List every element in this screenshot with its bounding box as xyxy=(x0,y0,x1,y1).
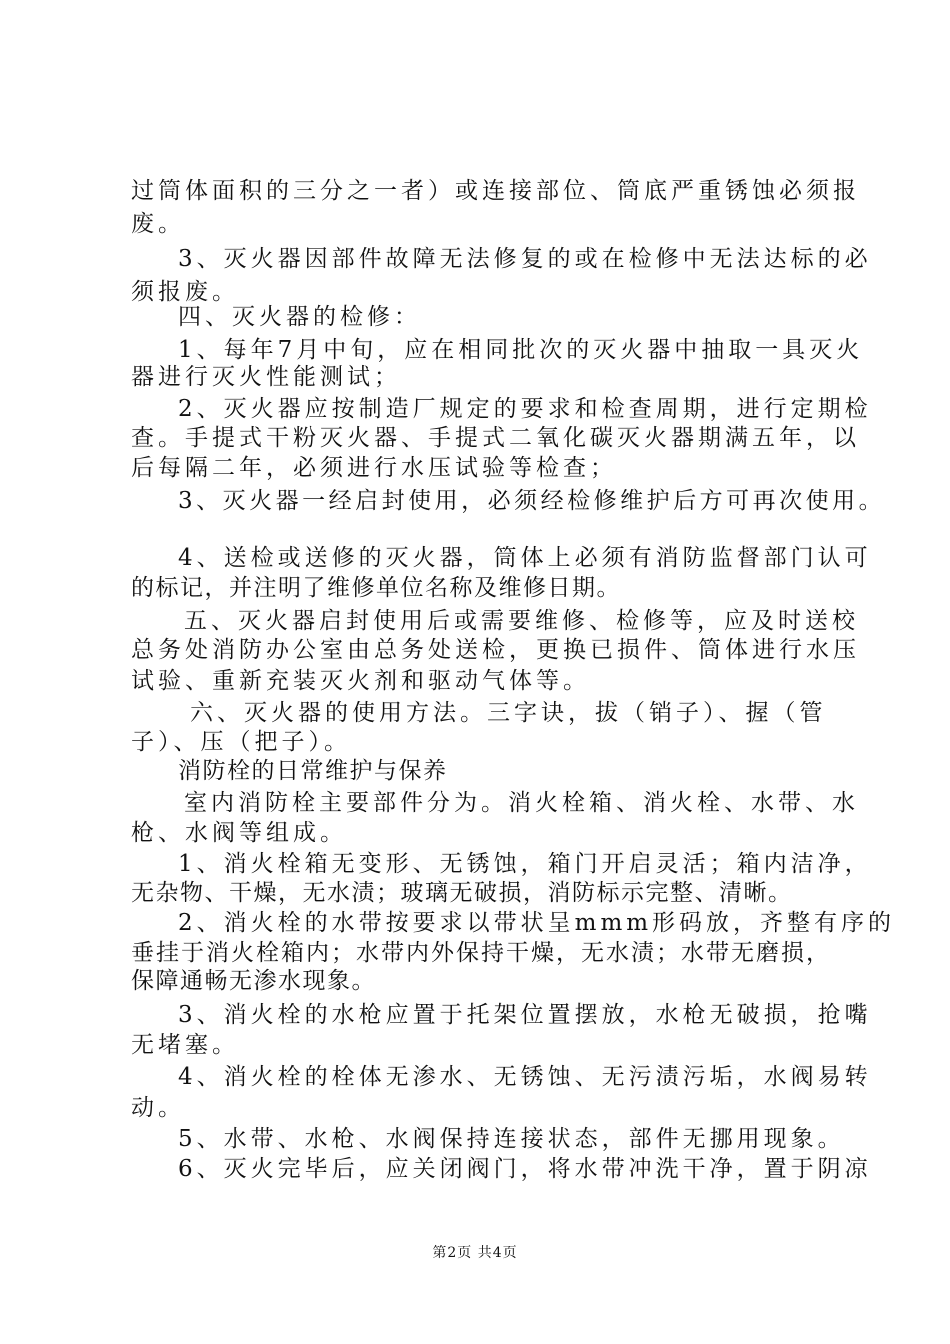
text-line: 1、消火栓箱无变形、无锈蚀，箱门开启灵活；箱内洁净， xyxy=(178,851,872,877)
text-line: 3、消火栓的水枪应置于托架位置摆放，水枪无破损，抢嘴 xyxy=(178,1002,872,1028)
text-line: 2、灭火器应按制造厂规定的要求和检查周期，进行定期检 xyxy=(178,396,872,422)
text-line: 总务处消防办公室由总务处送检，更换已损件、筒体进行水压 xyxy=(131,637,860,663)
text-line: 的标记，并注明了维修单位名称及维修日期。 xyxy=(131,575,621,601)
section-heading: 四、灭火器的检修： xyxy=(178,304,421,330)
text-line: 4、送检或送修的灭火器，筒体上必须有消防监督部门认可 xyxy=(178,545,872,571)
text-line: 室内消防栓主要部件分为。消火栓箱、消火栓、水带、水 xyxy=(184,790,859,816)
text-line: 无堵塞。 xyxy=(131,1032,239,1058)
text-line: 子）、压（把子）。 xyxy=(131,729,351,755)
text-line: 无杂物、干燥，无水渍；玻璃无破损，消防标示完整、清晰。 xyxy=(131,880,793,906)
section-heading: 六、灭火器的使用方法。三字诀，拔（销子）、握（管 xyxy=(190,700,827,726)
text-line: 5、水带、水枪、水阀保持连接状态，部件无挪用现象。 xyxy=(178,1126,845,1152)
text-line: 3、灭火器一经启封使用，必须经检修维护后方可再次使用。 xyxy=(178,488,886,514)
text-line: 1、每年7月中旬，应在相同批次的灭火器中抽取一具灭火 xyxy=(178,337,864,363)
text-line: 3、灭火器因部件故障无法修复的或在检修中无法达标的必 xyxy=(178,246,872,272)
text-line: 6、灭火完毕后，应关闭阀门，将水带冲洗干净，置于阴凉 xyxy=(178,1156,872,1182)
text-line: 2、消火栓的水带按要求以带状呈mmm形码放，齐整有序的 xyxy=(178,910,896,936)
text-line: 废。 xyxy=(131,211,185,237)
text-line: 器进行灭火性能测试； xyxy=(131,364,401,390)
text-line: 试验、重新充装灭火剂和驱动气体等。 xyxy=(131,668,590,694)
section-heading: 消防栓的日常维护与保养 xyxy=(178,758,448,784)
text-line: 后每隔二年，必须进行水压试验等检查； xyxy=(131,455,617,481)
page-number-footer: 第2页 共4页 xyxy=(432,1245,518,1261)
text-line: 动。 xyxy=(131,1095,185,1121)
text-line: 查。手提式干粉灭火器、手提式二氧化碳灭火器期满五年，以 xyxy=(131,425,860,451)
text-line: 4、消火栓的栓体无渗水、无锈蚀、无污渍污垢，水阀易转 xyxy=(178,1064,872,1090)
section-heading: 五、灭火器启封使用后或需要维修、检修等，应及时送校 xyxy=(184,608,859,634)
text-line: 保障通畅无渗水现象。 xyxy=(131,968,376,994)
text-line: 须报废。 xyxy=(131,279,239,305)
text-line: 过筒体面积的三分之一者）或连接部位、筒底严重锈蚀必须报 xyxy=(131,178,860,204)
text-line: 垂挂于消火栓箱内；水带内外保持干燥，无水渍；水带无磨损， xyxy=(131,940,831,966)
text-line: 枪、水阀等组成。 xyxy=(131,820,347,846)
